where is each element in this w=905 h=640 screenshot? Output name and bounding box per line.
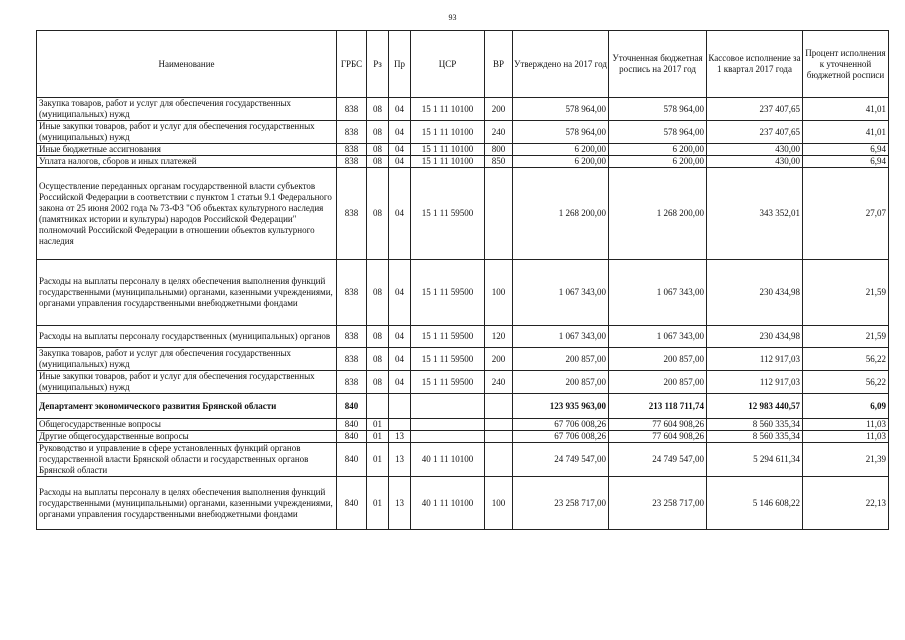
cell-name: Расходы на выплаты персоналу в целях обеспечения выполнения функций государственными (муниципальными) органами, казенными учреждениями, органами управления государственными внебюджетными фондами bbox=[37, 477, 337, 530]
table-row bbox=[37, 371, 889, 394]
cell-refined: 578 964,00 bbox=[609, 121, 707, 144]
cell-cash: 430,00 bbox=[707, 144, 803, 156]
cell-grbs: 840 bbox=[337, 477, 367, 530]
cell-vr: 800 bbox=[485, 144, 513, 156]
cell-vr: 200 bbox=[485, 348, 513, 371]
cell-approved: 123 935 963,00 bbox=[513, 394, 609, 419]
cell-csr: 40 1 11 10100 bbox=[411, 443, 485, 477]
cell-approved: 24 749 547,00 bbox=[513, 443, 609, 477]
cell-cash: 8 560 335,34 bbox=[707, 431, 803, 443]
table-row bbox=[37, 326, 889, 348]
cell-percent: 41,01 bbox=[803, 121, 889, 144]
cell-csr: 15 1 11 10100 bbox=[411, 121, 485, 144]
table-row bbox=[37, 168, 889, 260]
cell-grbs: 838 bbox=[337, 98, 367, 121]
header-rz: Рз bbox=[367, 31, 389, 98]
cell-refined: 23 258 717,00 bbox=[609, 477, 707, 530]
cell-approved: 200 857,00 bbox=[513, 371, 609, 394]
table-row bbox=[37, 477, 889, 530]
cell-percent: 56,22 bbox=[803, 371, 889, 394]
cell-csr: 15 1 11 10100 bbox=[411, 144, 485, 156]
cell-grbs: 838 bbox=[337, 260, 367, 326]
cell-csr bbox=[411, 431, 485, 443]
cell-approved: 6 200,00 bbox=[513, 144, 609, 156]
cell-refined: 1 268 200,00 bbox=[609, 168, 707, 260]
cell-rz: 08 bbox=[367, 348, 389, 371]
cell-name: Иные бюджетные ассигнования bbox=[37, 144, 337, 156]
cell-name: Уплата налогов, сборов и иных платежей bbox=[37, 156, 337, 168]
table-row bbox=[37, 443, 889, 477]
cell-approved: 1 067 343,00 bbox=[513, 326, 609, 348]
cell-refined: 200 857,00 bbox=[609, 348, 707, 371]
cell-approved: 200 857,00 bbox=[513, 348, 609, 371]
cell-name: Общегосударственные вопросы bbox=[37, 419, 337, 431]
cell-percent: 27,07 bbox=[803, 168, 889, 260]
cell-percent: 6,94 bbox=[803, 156, 889, 168]
cell-vr: 120 bbox=[485, 326, 513, 348]
table-row bbox=[37, 156, 889, 168]
cell-rz: 08 bbox=[367, 144, 389, 156]
cell-csr bbox=[411, 419, 485, 431]
table-row bbox=[37, 431, 889, 443]
cell-csr: 15 1 11 59500 bbox=[411, 326, 485, 348]
cell-approved: 1 268 200,00 bbox=[513, 168, 609, 260]
cell-vr: 100 bbox=[485, 477, 513, 530]
cell-pr: 13 bbox=[389, 477, 411, 530]
cell-rz: 08 bbox=[367, 156, 389, 168]
cell-refined: 200 857,00 bbox=[609, 371, 707, 394]
cell-pr: 04 bbox=[389, 168, 411, 260]
cell-csr: 15 1 11 59500 bbox=[411, 348, 485, 371]
cell-rz bbox=[367, 394, 389, 419]
cell-cash: 237 407,65 bbox=[707, 121, 803, 144]
cell-vr: 850 bbox=[485, 156, 513, 168]
cell-refined: 77 604 908,26 bbox=[609, 419, 707, 431]
cell-rz: 01 bbox=[367, 419, 389, 431]
cell-refined: 6 200,00 bbox=[609, 156, 707, 168]
cell-refined: 1 067 343,00 bbox=[609, 326, 707, 348]
cell-approved: 23 258 717,00 bbox=[513, 477, 609, 530]
header-percent: Процент исполнения к уточненной бюджетной росписи bbox=[803, 31, 889, 98]
cell-rz: 01 bbox=[367, 477, 389, 530]
cell-cash: 430,00 bbox=[707, 156, 803, 168]
cell-name: Закупка товаров, работ и услуг для обеспечения государственных (муниципальных) нужд bbox=[37, 98, 337, 121]
budget-table bbox=[36, 30, 889, 530]
cell-percent: 21,59 bbox=[803, 260, 889, 326]
cell-rz: 08 bbox=[367, 121, 389, 144]
table-row bbox=[37, 98, 889, 121]
cell-pr: 04 bbox=[389, 144, 411, 156]
cell-name: Расходы на выплаты персоналу в целях обеспечения выполнения функций государственными (муниципальными) органами, казенными учреждениями, органами управления государственными внебюджетными фондами bbox=[37, 260, 337, 326]
cell-refined: 213 118 711,74 bbox=[609, 394, 707, 419]
cell-percent: 21,59 bbox=[803, 326, 889, 348]
cell-cash: 112 917,03 bbox=[707, 348, 803, 371]
cell-pr: 04 bbox=[389, 371, 411, 394]
cell-refined: 77 604 908,26 bbox=[609, 431, 707, 443]
table-row bbox=[37, 419, 889, 431]
cell-rz: 08 bbox=[367, 326, 389, 348]
cell-cash: 230 434,98 bbox=[707, 326, 803, 348]
cell-percent: 6,94 bbox=[803, 144, 889, 156]
cell-csr: 15 1 11 59500 bbox=[411, 371, 485, 394]
cell-grbs: 838 bbox=[337, 121, 367, 144]
cell-name: Расходы на выплаты персоналу государственных (муниципальных) органов bbox=[37, 326, 337, 348]
cell-approved: 578 964,00 bbox=[513, 121, 609, 144]
cell-grbs: 840 bbox=[337, 431, 367, 443]
cell-grbs: 838 bbox=[337, 326, 367, 348]
cell-refined: 24 749 547,00 bbox=[609, 443, 707, 477]
cell-vr bbox=[485, 443, 513, 477]
header-name: Наименование bbox=[37, 31, 337, 98]
cell-csr: 15 1 11 10100 bbox=[411, 98, 485, 121]
table-row bbox=[37, 348, 889, 371]
cell-percent: 21,39 bbox=[803, 443, 889, 477]
cell-rz: 01 bbox=[367, 431, 389, 443]
cell-name: Закупка товаров, работ и услуг для обеспечения государственных (муниципальных) нужд bbox=[37, 348, 337, 371]
cell-vr: 200 bbox=[485, 98, 513, 121]
header-csr: ЦСР bbox=[411, 31, 485, 98]
cell-csr: 15 1 11 59500 bbox=[411, 260, 485, 326]
cell-cash: 237 407,65 bbox=[707, 98, 803, 121]
cell-vr bbox=[485, 419, 513, 431]
cell-name: Иные закупки товаров, работ и услуг для обеспечения государственных (муниципальных) нужд bbox=[37, 121, 337, 144]
cell-vr bbox=[485, 431, 513, 443]
cell-vr: 100 bbox=[485, 260, 513, 326]
cell-pr: 04 bbox=[389, 121, 411, 144]
cell-percent: 11,03 bbox=[803, 431, 889, 443]
cell-grbs: 840 bbox=[337, 443, 367, 477]
cell-rz: 08 bbox=[367, 168, 389, 260]
table-row bbox=[37, 144, 889, 156]
cell-cash: 8 560 335,34 bbox=[707, 419, 803, 431]
cell-grbs: 838 bbox=[337, 168, 367, 260]
cell-name: Департамент экономического развития Брянской области bbox=[37, 394, 337, 419]
cell-pr: 13 bbox=[389, 431, 411, 443]
cell-csr bbox=[411, 394, 485, 419]
cell-grbs: 838 bbox=[337, 348, 367, 371]
cell-percent: 56,22 bbox=[803, 348, 889, 371]
cell-grbs: 838 bbox=[337, 371, 367, 394]
cell-percent: 11,03 bbox=[803, 419, 889, 431]
table-header-row bbox=[37, 31, 889, 98]
cell-refined: 6 200,00 bbox=[609, 144, 707, 156]
cell-percent: 22,13 bbox=[803, 477, 889, 530]
header-pr: Пр bbox=[389, 31, 411, 98]
cell-cash: 112 917,03 bbox=[707, 371, 803, 394]
cell-pr bbox=[389, 394, 411, 419]
page-number: 93 bbox=[448, 13, 457, 22]
cell-cash: 230 434,98 bbox=[707, 260, 803, 326]
cell-name: Руководство и управление в сфере установленных функций органов государственной власти Брянской области и государственных органов Брянской области bbox=[37, 443, 337, 477]
cell-grbs: 840 bbox=[337, 394, 367, 419]
cell-refined: 1 067 343,00 bbox=[609, 260, 707, 326]
cell-cash: 5 146 608,22 bbox=[707, 477, 803, 530]
cell-name: Осуществление переданных органам государственной власти субъектов Российской Федерации в соответствии с пунктом 1 статьи 9.1 Федерального закона от 25 июня 2002 года № 73-ФЗ "Об объектах культурного наследия (памятниках истории и культуры) народов Российской Федерации" полномочий Российской Федерации в отношении объектов культурного наследия bbox=[37, 168, 337, 260]
header-cash: Кассовое исполнение за 1 квартал 2017 года bbox=[707, 31, 803, 98]
cell-approved: 67 706 008,26 bbox=[513, 419, 609, 431]
cell-csr: 15 1 11 10100 bbox=[411, 156, 485, 168]
cell-percent: 6,09 bbox=[803, 394, 889, 419]
cell-cash: 12 983 440,57 bbox=[707, 394, 803, 419]
table-row bbox=[37, 260, 889, 326]
cell-vr bbox=[485, 168, 513, 260]
table-row bbox=[37, 394, 889, 419]
cell-grbs: 838 bbox=[337, 156, 367, 168]
cell-approved: 1 067 343,00 bbox=[513, 260, 609, 326]
cell-name: Иные закупки товаров, работ и услуг для обеспечения государственных (муниципальных) нужд bbox=[37, 371, 337, 394]
cell-name: Другие общегосударственные вопросы bbox=[37, 431, 337, 443]
cell-pr: 04 bbox=[389, 98, 411, 121]
cell-pr: 13 bbox=[389, 443, 411, 477]
cell-pr: 04 bbox=[389, 260, 411, 326]
cell-approved: 6 200,00 bbox=[513, 156, 609, 168]
cell-vr bbox=[485, 394, 513, 419]
header-approved: Утверждено на 2017 год bbox=[513, 31, 609, 98]
cell-refined: 578 964,00 bbox=[609, 98, 707, 121]
cell-rz: 08 bbox=[367, 98, 389, 121]
table-row bbox=[37, 121, 889, 144]
cell-pr bbox=[389, 419, 411, 431]
header-vr: ВР bbox=[485, 31, 513, 98]
cell-approved: 67 706 008,26 bbox=[513, 431, 609, 443]
cell-pr: 04 bbox=[389, 348, 411, 371]
cell-grbs: 838 bbox=[337, 144, 367, 156]
cell-vr: 240 bbox=[485, 371, 513, 394]
cell-rz: 01 bbox=[367, 443, 389, 477]
cell-cash: 343 352,01 bbox=[707, 168, 803, 260]
header-grbs: ГРБС bbox=[337, 31, 367, 98]
cell-pr: 04 bbox=[389, 326, 411, 348]
cell-pr: 04 bbox=[389, 156, 411, 168]
cell-percent: 41,01 bbox=[803, 98, 889, 121]
cell-rz: 08 bbox=[367, 260, 389, 326]
cell-vr: 240 bbox=[485, 121, 513, 144]
cell-grbs: 840 bbox=[337, 419, 367, 431]
cell-cash: 5 294 611,34 bbox=[707, 443, 803, 477]
cell-rz: 08 bbox=[367, 371, 389, 394]
cell-csr: 40 1 11 10100 bbox=[411, 477, 485, 530]
header-refined: Уточненная бюджетная роспись на 2017 год bbox=[609, 31, 707, 98]
cell-csr: 15 1 11 59500 bbox=[411, 168, 485, 260]
cell-approved: 578 964,00 bbox=[513, 98, 609, 121]
